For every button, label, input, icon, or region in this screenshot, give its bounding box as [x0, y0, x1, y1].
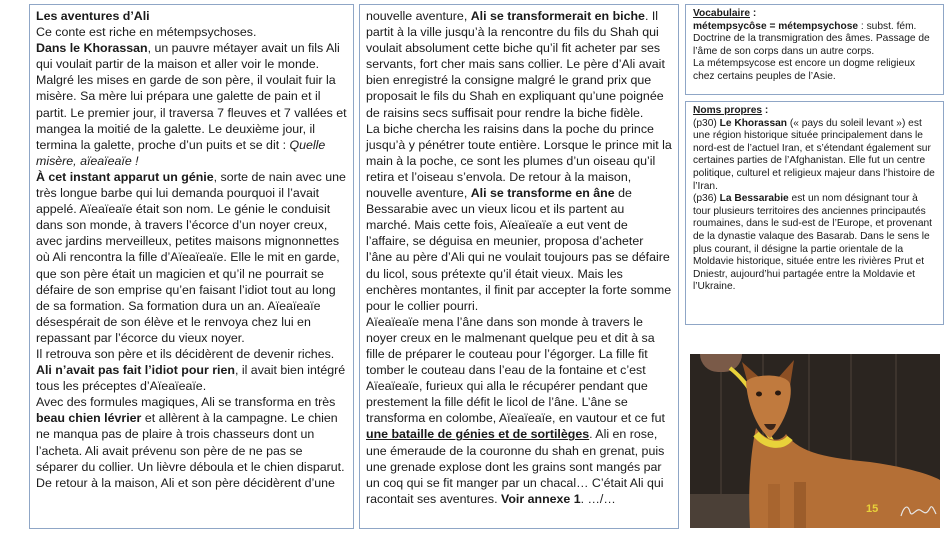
dog-eye-left	[756, 392, 762, 397]
text-run: et allèrent à la campagne. Le chien ne manqua pas de plaire à trois chasseurs dont un l’acheta. Ali avait prévenu son père de ne pas se séparer du collier. Un lièvre déboula et le chien disparut.	[36, 411, 345, 474]
bold-text: Ali se transforme en âne	[470, 186, 615, 201]
proper-nouns-box	[685, 101, 944, 325]
italic-text: Quelle misère, aïeaïeaïe !	[36, 137, 326, 168]
photographer-signature	[898, 500, 938, 522]
bold-text: Dans le Khorassan	[36, 41, 148, 56]
text-run: : subst. fém. Doctrine de la transmigration des âmes. Passage de l’âme de son corps dans un autre corps.	[693, 20, 930, 57]
text-run: (« pays du soleil levant ») est une région historique située principalement dans le nord-est de l’actuel Iran, et s’étendant également sur certaines parties de l’Afghanistan. Elle fut un centre politique, culturel et religieux majeur dans l’histoire de l’Iran.	[693, 117, 935, 192]
bold-text: Voir annexe 1	[501, 491, 581, 506]
text-run: De retour à la maison, Ali et son père décidèrent d’une	[36, 475, 335, 490]
bold-text: Ali se transformerait en biche	[470, 9, 645, 23]
story-col1-body	[36, 24, 347, 491]
text-run: Aïeaïeaïe mena l’âne dans son monde à travers le noyer creux en le malmenant quelque peu et dit à sa fille de préparer le couteau pour l’égorger. La fille fit tomber le couteau dans l’eau de la fontaine et c’est Aïeaïeaïe, furieux qui alla le récupérer pendant que prestement la fille défit le licol de l’âne. L’âne se transforma en colombe, Aïeaïeaïe, en vautour et ce fut	[366, 314, 665, 426]
text-run: Avec des formules magiques, Ali se transforma en très	[36, 395, 336, 410]
text-run: nouvelle aventure,	[366, 9, 471, 23]
text-run: (p36)	[693, 193, 720, 205]
vocabulary-title: Vocabulaire :	[693, 8, 757, 19]
story-column-2	[359, 4, 679, 529]
text-run: , il avait bien intégré tous les préceptes d’Aïeaïeaïe.	[36, 363, 346, 394]
bold-text: beau chien lévrier	[36, 411, 142, 426]
story-col2-body	[366, 8, 672, 507]
bold-text: métempsycôse = métempsychose	[693, 20, 859, 32]
paragraph	[36, 362, 347, 394]
dog-eye-right	[775, 391, 781, 396]
paragraph	[366, 121, 672, 314]
story-column-1	[29, 4, 354, 529]
paragraph	[693, 58, 936, 83]
story-title: Les aventures d’Ali	[36, 9, 150, 23]
text-run: . …/…	[580, 491, 616, 506]
vocabulary-body	[693, 21, 936, 84]
paragraph	[36, 169, 347, 346]
dog-leg-front-2	[794, 482, 806, 528]
proper-nouns-title: Noms propres :	[693, 105, 769, 116]
paragraph	[36, 346, 347, 362]
vocabulary-box	[685, 4, 944, 95]
bold-text: À cet instant apparut un génie	[36, 169, 214, 184]
text-run: La métempsycose est encore un dogme religieux chez certains peuples de l’Asie.	[693, 58, 915, 82]
bold-text: une bataille de génies et de sortilèges	[366, 427, 590, 442]
text-run: Il retrouva son père et ils décidèrent de devenir riches.	[36, 346, 335, 361]
paragraph	[36, 40, 347, 169]
paragraph	[36, 475, 347, 491]
text-run: (p30)	[693, 117, 720, 129]
text-run: La biche chercha les raisins dans la poche du prince jusqu’à y pénétrer toute entière. Lorsque le prince mit la main à la poche, ce sont les plumes d’un oiseau qu’il retira et l’oiseau s’envola. De retour à la maison, nouvelle aventure,	[366, 121, 672, 201]
page-number: 15	[866, 503, 879, 515]
text-run: est un nom désignant tour à tour plusieurs territoires des anciennes principautés roumaines, dans le sud-est de l’Europe, et provenant de la dynastie valaque des Basarab. Dans le sens le plus courant, il désigne la partie orientale de la Moldavie historique, située entre les rivières Prut et Dniestr, aujourd’hui partagée entre la Moldavie et l’Ukraine.	[693, 193, 932, 293]
paragraph	[693, 193, 936, 294]
bold-text: Le Khorassan	[719, 117, 787, 129]
dog-leg-front	[768, 484, 780, 528]
paragraph	[693, 21, 936, 59]
text-run: . Ali en rose, une émeraude de la couronne du shah en grenat, puis une grenade explose dont les grains sont mangés par un coq qui se fit manger par un chacal… C’était Ali qui racontait ses aventures.	[366, 427, 665, 506]
paragraph	[693, 118, 936, 194]
text-run: Ce conte est riche en métempsychoses.	[36, 25, 257, 40]
text-run: , un pauvre métayer avait un fils Ali qui voulait partir de la maison et aller voir le monde. Malgré les mises en garde de son père, il voulait fuir la misère. Sa mère lui prépara une galette de pain et il partit. Le premier jour, il traversa 7 fleuves et 7 vallées et mangea la moitié de la galette. Le deuxième jour, il termina la galette, proche d’un puits et se dit :	[36, 41, 347, 152]
bold-text: Ali n’avait pas fait l’idiot pour rien	[36, 363, 235, 378]
proper-nouns-body	[693, 118, 936, 294]
paragraph	[36, 24, 347, 40]
bold-text: La Bessarabie	[719, 193, 789, 205]
text-run: , sorte de nain avec une très longue barbe qui lui demanda pourquoi il l’avait appelé. Aïeaïeaïe était son nom. Le génie le conduisit dans son monde, à travers l’écorce d’un noyer creux, avec jardins merveilleux, petites maisons mignonnettes où Ali rencontra la fille d’Aïeaïeaïe. Elle le mit en garde, que son père était un magicien et qu’il ne pourrait se défaire de son emprise qu’en faisant l’idiot tout au long de sa formation. Sa formation dura un an. Aïeaïeaïe désespérait de son élève et le renvoya chez lui en repassant par l’écorce du vieux noyer.	[36, 169, 346, 345]
text-run: de Bessarabie avec un vieux licou et ils partent au marché. Mais cette fois, Aïeaïeaïe a eut vent de l’affaire, se déguisa en meunier, proposa d’acheter l’âne au père d’Ali qui ne voulait toujours pas se défaire du licol, sous prétexte qu’il était vieux. Mais les enchères montantes, il finit par accepter la forte somme pour le collier pourri.	[366, 186, 672, 313]
paragraph	[366, 314, 672, 507]
paragraph	[36, 394, 347, 474]
text-run: . Il partit à la ville jusqu’à la rencontre du fils du Shah qui voulait absolument cette biche qu’il fit acheter par ses servants, fort cher mais sans collier. Le père d’Ali avait bien enregistré la consigne malgré le grand prix que proposait le fils du Shah en expliquant qu’une poignée de raisins secs suffisait pour rendre la biche fidèle.	[366, 9, 665, 120]
paragraph	[366, 8, 672, 121]
